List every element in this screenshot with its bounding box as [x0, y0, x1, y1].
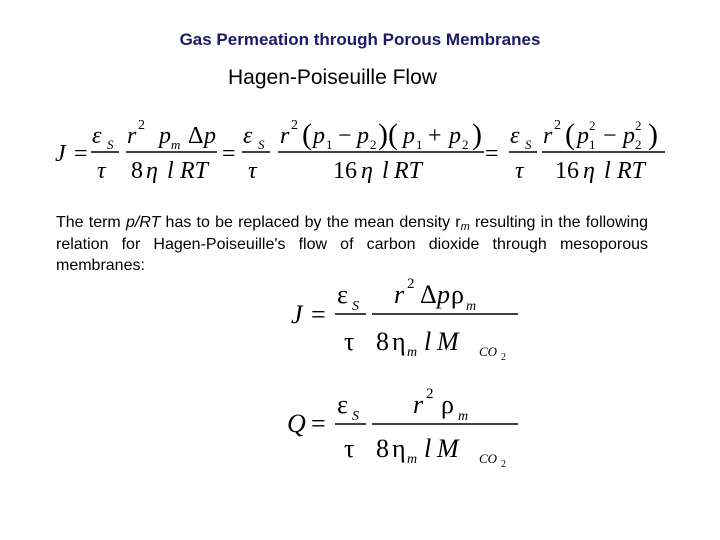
svg-text:p: p	[437, 280, 450, 309]
svg-text:8: 8	[376, 327, 389, 356]
svg-text:r: r	[413, 390, 424, 419]
svg-text:r: r	[394, 280, 405, 309]
section-subtitle: Hagen-Poiseuille Flow	[228, 66, 437, 89]
svg-text:m: m	[466, 299, 477, 314]
svg-text:r: r	[543, 123, 553, 149]
svg-text:2: 2	[370, 137, 377, 152]
svg-text:p: p	[577, 123, 589, 149]
svg-text:Q: Q	[287, 409, 306, 438]
svg-text:p: p	[623, 123, 635, 149]
svg-text:8: 8	[376, 434, 389, 463]
svg-text:Δ: Δ	[420, 280, 437, 309]
svg-text:RT: RT	[180, 158, 209, 184]
para-text-3: resulting in the following relation for Hagen-Poiseuille's flow of carbon dioxide through mesoporous membranes:	[56, 214, 648, 274]
svg-text:RT: RT	[617, 158, 646, 184]
svg-text:ε: ε	[510, 123, 520, 149]
para-subscript: m	[460, 221, 470, 233]
para-text-2: has to be replaced by the mean density r	[160, 214, 461, 231]
svg-text:S: S	[525, 137, 532, 152]
svg-text:16: 16	[333, 158, 357, 184]
svg-text:=: =	[74, 141, 88, 167]
svg-text:ε: ε	[243, 123, 253, 149]
svg-text:m: m	[458, 409, 469, 424]
svg-text:m: m	[407, 452, 418, 467]
svg-text:2: 2	[291, 118, 298, 133]
svg-text:ρ: ρ	[451, 280, 464, 309]
svg-text:l: l	[424, 327, 432, 356]
svg-text:Δ: Δ	[188, 123, 204, 149]
svg-text:2: 2	[407, 276, 415, 292]
svg-text:2: 2	[138, 118, 145, 133]
svg-text:ε: ε	[92, 123, 102, 149]
svg-text:J: J	[291, 300, 303, 329]
svg-text:τ: τ	[515, 158, 524, 184]
svg-text:ε: ε	[337, 390, 348, 419]
svg-text:p: p	[204, 123, 216, 149]
svg-text:2: 2	[462, 137, 469, 152]
svg-text:16: 16	[555, 158, 579, 184]
svg-text:RT: RT	[394, 158, 423, 184]
svg-text:M: M	[437, 434, 459, 463]
svg-text:): )	[472, 118, 482, 151]
svg-text:τ: τ	[97, 158, 106, 184]
equation-2	[291, 276, 518, 363]
svg-text:1: 1	[589, 137, 596, 152]
svg-text:r: r	[127, 123, 137, 149]
svg-text:m: m	[171, 137, 181, 152]
svg-text:J: J	[55, 141, 66, 167]
svg-text:τ: τ	[344, 434, 355, 463]
svg-text:p: p	[159, 123, 171, 149]
svg-text:S: S	[352, 409, 359, 424]
page-title: Gas Permeation through Porous Membranes	[179, 30, 541, 49]
svg-text:2: 2	[589, 118, 596, 133]
svg-text:8: 8	[131, 158, 143, 184]
svg-text:ε: ε	[337, 280, 348, 309]
svg-text:p: p	[449, 123, 461, 149]
svg-text:1: 1	[416, 137, 423, 152]
svg-text:S: S	[107, 137, 114, 152]
para-text-1: The term	[56, 214, 126, 231]
svg-text:=: =	[311, 300, 326, 329]
svg-text:p: p	[403, 123, 415, 149]
svg-text:l: l	[167, 158, 174, 184]
svg-text:M: M	[437, 327, 459, 356]
svg-text:−: −	[338, 123, 352, 149]
svg-text:−: −	[603, 123, 617, 149]
svg-text:l: l	[604, 158, 611, 184]
equation-3	[287, 386, 518, 470]
svg-text:η: η	[361, 158, 373, 184]
svg-text:2: 2	[635, 118, 642, 133]
svg-text:p: p	[313, 123, 325, 149]
svg-text:2: 2	[554, 118, 561, 133]
svg-text:S: S	[258, 137, 265, 152]
svg-text:2: 2	[635, 137, 642, 152]
svg-text:p: p	[357, 123, 369, 149]
svg-text:+: +	[428, 123, 442, 149]
para-term: p/RT	[125, 214, 161, 231]
svg-text:): )	[648, 118, 658, 151]
svg-text:1: 1	[326, 137, 333, 152]
svg-text:S: S	[352, 299, 359, 314]
svg-text:CO: CO	[479, 344, 498, 359]
svg-text:2: 2	[501, 459, 506, 470]
svg-text:ρ: ρ	[441, 390, 454, 419]
svg-text:τ: τ	[344, 327, 355, 356]
svg-text:CO: CO	[479, 451, 498, 466]
svg-text:η: η	[392, 327, 406, 356]
svg-text:l: l	[424, 434, 432, 463]
svg-text:η: η	[583, 158, 595, 184]
svg-text:r: r	[280, 123, 290, 149]
svg-text:=: =	[222, 141, 236, 167]
svg-text:2: 2	[426, 386, 434, 402]
svg-text:(: (	[565, 118, 575, 151]
svg-text:=: =	[311, 409, 326, 438]
svg-text:=: =	[485, 141, 499, 167]
svg-text:)(: )(	[378, 118, 398, 151]
svg-text:m: m	[407, 345, 418, 360]
svg-text:τ: τ	[248, 158, 257, 184]
svg-text:(: (	[302, 118, 312, 151]
svg-text:η: η	[392, 434, 406, 463]
svg-text:2: 2	[501, 352, 506, 363]
svg-text:η: η	[146, 158, 158, 184]
svg-text:l: l	[382, 158, 389, 184]
